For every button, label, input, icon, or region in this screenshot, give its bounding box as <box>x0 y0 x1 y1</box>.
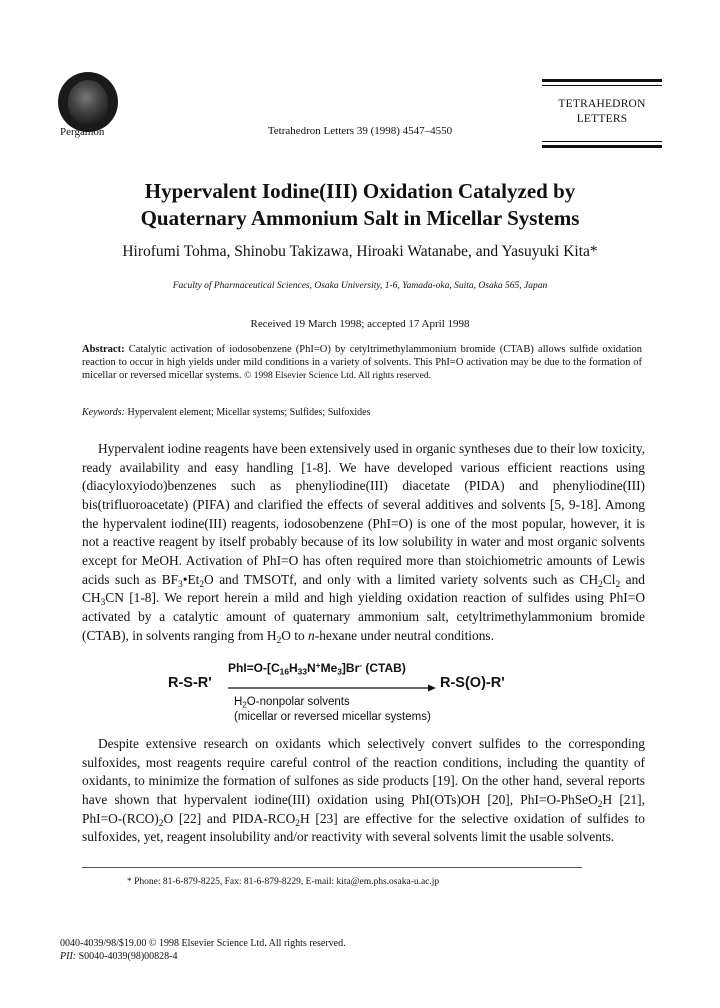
body-paragraph-2: Despite extensive research on oxidants which selectively convert sulfides to the corresponding sulfoxides, most reagents require careful control of the reaction conditions, including the quantity of oxidants, to minimize the formation of sulfones as side products [19]. On the other hand, several reports have shown that hypervalent iodine(III) oxidation using PhI(OTs)OH [20], PhI=O-PhSeO$_2$H [21], $PhI=O-(RCO)_2O$ [22] and PIDA-$RCO_2H$ [23] are effective for the selective oxidation of sulfides to sulfoxides, yet, reagent insolubility and/or reactivity with several solvents limit the usable solvents. <box>82 736 645 845</box>
copyright-line: 0040-4039/98/$19.00 © 1998 Elsevier Science Ltd. All rights reserved. <box>60 938 346 949</box>
keywords-text: Hypervalent element; Micellar systems; Sulfides; Sulfoxides <box>127 407 371 418</box>
scheme-condition-system: (micellar or reversed micellar systems) <box>234 711 431 723</box>
scheme-substrate: R-S-R' <box>168 675 212 691</box>
footnote-divider <box>82 867 582 868</box>
author-list: Hirofumi Tohma, Shinobu Takizawa, Hiroaki Watanabe, and Yasuyuki Kita* <box>122 243 598 260</box>
scheme-condition-solvent: $H_2O$-nonpolar solvents <box>234 696 350 710</box>
publisher-name: Pergamon <box>60 126 105 138</box>
body-paragraph-1: Hypervalent iodine reagents have been extensively used in organic syntheses due to their low toxicity, ready availability and easy handling [1-8]. We have developed various efficient reactions using (diacyloxyiodo)benzenes such as phenyliodine(III) diacetate (PIDA) and phenyliodine(III) bis(trifluoroacetate) (PIFA) and clarified the effects of several additives and solvents [5, 9-18]. Among the hypervalent iodine(III) reagents, iodosobenzene (PhI=O) is one of the most popular, however, it is not a reactive reagent by itself probably because of its low solubility in water and most organic solvents except for MeOH. Activation of PhI=O has often required more than stoichiometric amounts of Lewis acids such as $BF_3•Et_2O$ and TMSOTf, and only with a limited variety solvents such as $CH_2Cl_2$ and $CH_3CN$ [1-8]. We report herein a mild and high yielding oxidation reaction of sulfides using PhI=O activated by a catalytic amount of quaternary ammonium salt, cetyltrimethylammonium bromide (CTAB), in solvents ranging from $H_2O$ to n-hexane under neutral conditions. <box>82 441 646 646</box>
affiliation: Faculty of Pharmaceutical Sciences, Osaka University, 1-6, Yamada-oka, Suita, Osaka 565, Japan <box>172 281 548 291</box>
copyright-pii <box>60 937 346 963</box>
abstract <box>82 343 642 383</box>
journal-rule-top2 <box>542 85 662 86</box>
journal-rule-bottom2 <box>542 145 662 148</box>
keywords <box>82 407 642 418</box>
pii-line: PII: S0040-4039(98)00828-4 <box>60 951 178 962</box>
footnote: * Phone: 81-6-879-8225, Fax: 81-6-879-8229, E-mail: kita@em.phs.osaka-u.ac.jp <box>127 877 440 887</box>
journal-rule-bottom <box>542 141 662 142</box>
journal-rule-top <box>542 79 662 82</box>
received-dates: Received 19 March 1998; accepted 17 April 1998 <box>250 318 470 330</box>
scheme-product: R-S(O)-R' <box>440 675 505 691</box>
abstract-copyright: © 1998 Elsevier Science Ltd. All rights reserved. <box>244 371 431 381</box>
journal-name: TETRAHEDRON LETTERS <box>558 98 646 125</box>
abstract-label: Abstract: <box>82 344 125 355</box>
reaction-arrow <box>228 683 436 693</box>
publisher-logo <box>58 72 118 132</box>
abstract-text: Catalytic activation of iodosobenzene (PhI=O) by cetyltrimethylammonium bromide (CTAB) allows sulfide oxidation reaction to occur in high yields under mild conditions in a variety of solvents. This PhI=O activation may be due to the formation of micellar or reversed micellar systems. <box>82 344 642 381</box>
keywords-label: Keywords: <box>82 407 125 418</box>
scheme-reagent: $PhI=O-[C_{16}H_{33}N^+Me_3]Br^-$ (CTAB) <box>228 659 406 677</box>
journal-citation: Tetrahedron Letters 39 (1998) 4547–4550 <box>267 125 453 137</box>
article-title: Hypervalent Iodine(III) Oxidation Catalyzed by Quaternary Ammonium Salt in Micellar Systems <box>140 179 580 230</box>
reaction-scheme <box>168 661 568 733</box>
